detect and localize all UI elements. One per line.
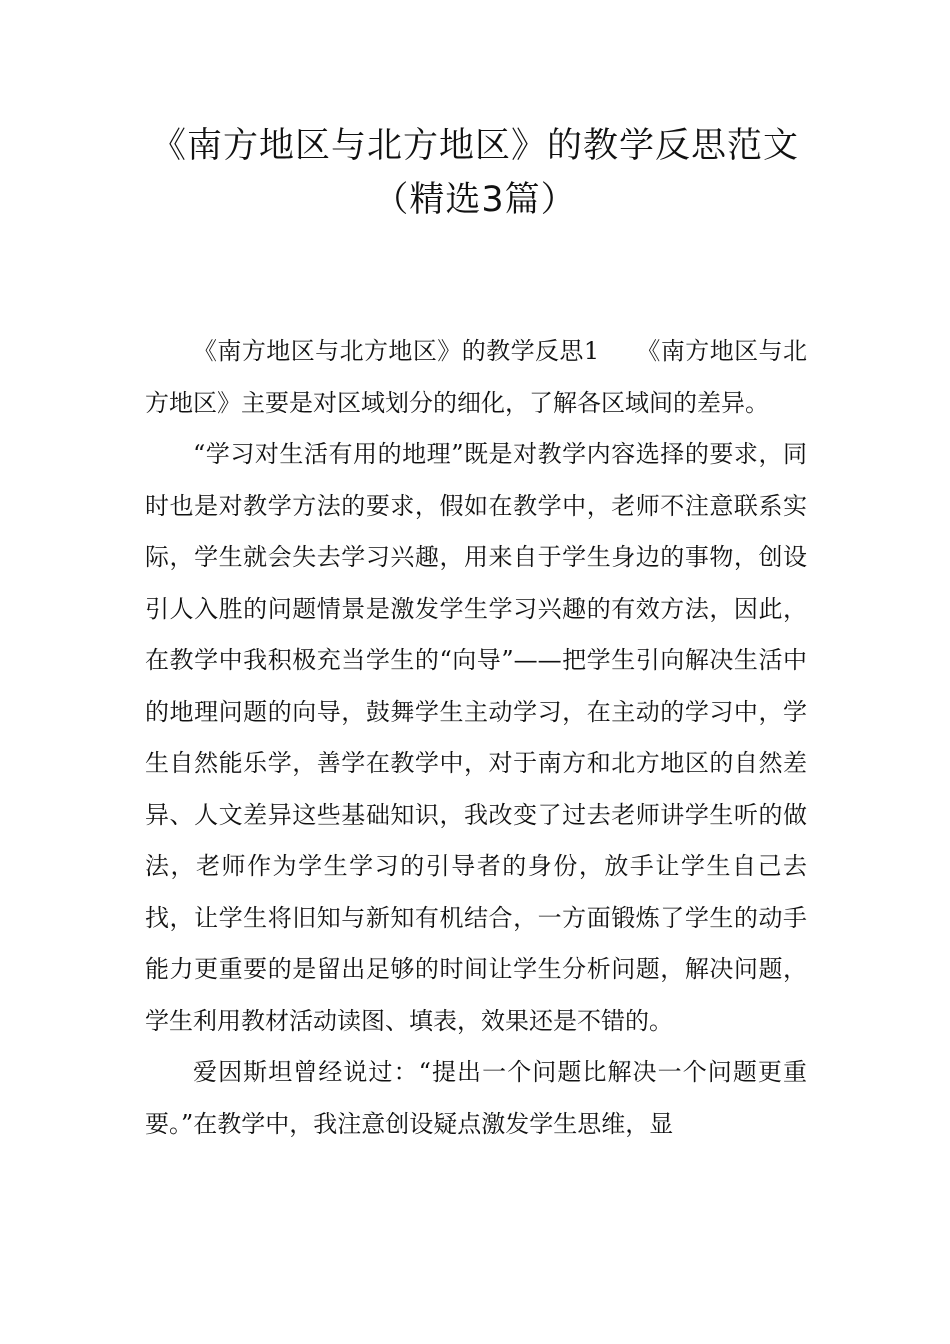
document-subtitle: （精选3篇）: [373, 180, 577, 220]
document-title: 《南方地区与北方地区》的教学反思范文: [150, 126, 799, 166]
paragraph-einstein-quote: 爱因斯坦曾经说过：“提出一个问题比解决一个问题更重要。”在教学中，我注意创设疑点激发学生思维，显: [145, 1058, 807, 1138]
paragraph-intro: 《南方地区与北方地区》的教学反思1 《南方地区与北方地区》主要是对区域划分的细化，了解各区域间的差异。: [145, 337, 807, 417]
paragraph-teaching-method: “学习对生活有用的地理”既是对教学内容选择的要求，同时也是对教学方法的要求，假如在教学中，老师不注意联系实际，学生就会失去学习兴趣，用来自于学生身边的事物，创设引人入胜的问题情景是激发学生学习兴趣的有效方法，因此，在教学中我积极充当学生的“向导”——把学生引向解决生活中的地理问题的向导，鼓舞学生主动学习，在主动的学习中，学生自然能乐学，善学在教学中，对于南方和北方地区的自然差异、人文差异这些基础知识，我改变了过去老师讲学生听的做法，老师作为学生学习的引导者的身份，放手让学生自己去找，让学生将旧知与新知有机结合，一方面锻炼了学生的动手能力更重要的是留出足够的时间让学生分析问题，解决问题，学生利用教材活动读图、填表，效果还是不错的。: [145, 440, 807, 1035]
document-body: [145, 326, 807, 1150]
